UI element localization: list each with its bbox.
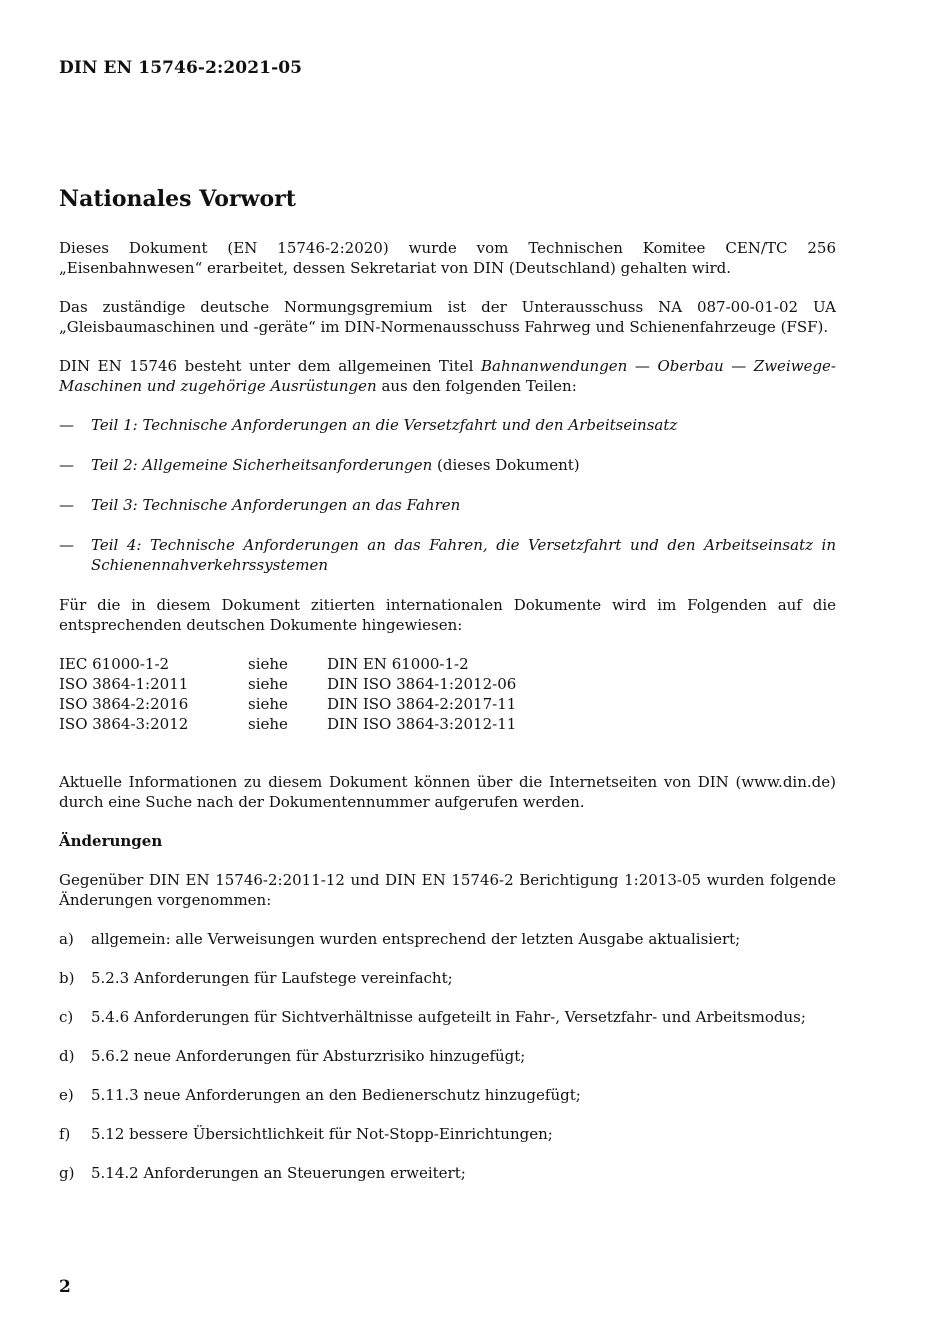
intl-doc: ISO 3864-1:2011: [59, 675, 189, 693]
table-row: [59, 714, 516, 734]
change-text: 5.2.3 Anforderungen für Laufstege vereinfacht;: [91, 969, 453, 987]
paragraph-committee-line-2: „Gleisbaumaschinen und -geräte“ im DIN-Normenausschuss Fahrweg und Schienenfahrzeuge (FSF).: [59, 318, 829, 336]
paragraph-current-info: Aktuelle Informationen zu diesem Dokument können über die Internetseiten von DIN (www.din.de) durch eine Suche nach der Dokumentennummer aufgerufen werden.: [59, 773, 836, 811]
item-marker: d): [59, 1047, 75, 1065]
item-marker: b): [59, 969, 75, 987]
dash-marker: —: [59, 536, 74, 554]
see-label: siehe: [248, 715, 288, 733]
changes-list: [59, 929, 836, 1183]
item-marker: e): [59, 1086, 74, 1104]
paragraph-references-intro: Für die in diesem Dokument zitierten internationalen Dokumente wird im Folgenden auf die entsprechenden deutschen Dokumente hingewiesen:: [59, 596, 836, 634]
dash-marker: —: [59, 456, 74, 474]
intl-doc: ISO 3864-3:2012: [59, 715, 189, 733]
change-text: 5.12 bessere Übersichtlichkeit für Not-Stopp-Einrichtungen;: [91, 1125, 553, 1143]
changes-intro-line-1: Gegenüber DIN EN 15746-2:2011-12 und DIN EN 15746-2 Berichtigung 1:2013-05 wurden folgende: [59, 871, 836, 889]
list-item: [59, 495, 836, 515]
list-item: [59, 929, 836, 949]
see-label: siehe: [248, 695, 288, 713]
intl-doc: IEC 61000-1-2: [59, 655, 170, 673]
din-doc: DIN ISO 3864-1:2012-06: [327, 675, 517, 693]
table-row: [59, 674, 516, 694]
change-text: allgemein: alle Verweisungen wurden entsprechend der letzten Ausgabe aktualisiert;: [91, 930, 741, 948]
list-item: [59, 455, 836, 475]
change-text: 5.6.2 neue Anforderungen für Absturzrisiko hinzugefügt;: [91, 1047, 526, 1065]
paragraph-committee: [59, 297, 836, 337]
parts-intro-after: aus den folgenden Teilen:: [376, 377, 577, 395]
dash-marker: —: [59, 496, 74, 514]
part-title: Teil 1: Technische Anforderungen an die Versetzfahrt und den Arbeitseinsatz: [91, 416, 678, 434]
list-item: [59, 415, 836, 435]
item-marker: a): [59, 930, 74, 948]
list-item: [59, 1007, 836, 1027]
change-text: 5.14.2 Anforderungen an Steuerungen erweitert;: [91, 1164, 466, 1182]
reference-table: [59, 654, 516, 734]
change-text: 5.4.6 Anforderungen für Sichtverhältnisse aufgeteilt in Fahr-, Versetzfahr- und Arbeitsmodus;: [91, 1008, 806, 1026]
item-marker: f): [59, 1125, 71, 1143]
section-title: Nationales Vorwort: [59, 186, 296, 212]
list-item: [59, 968, 836, 988]
document-header: DIN EN 15746-2:2021-05: [59, 58, 303, 78]
parts-intro-title: Bahnanwendungen — Oberbau — Zweiwege-Maschinen und zugehörige Ausrüstungen: [59, 357, 836, 395]
din-doc: DIN ISO 3864-2:2017-11: [327, 695, 517, 713]
change-text: 5.11.3 neue Anforderungen an den Bedienerschutz hinzugefügt;: [91, 1086, 581, 1104]
intl-doc: ISO 3864-2:2016: [59, 695, 189, 713]
item-marker: c): [59, 1008, 74, 1026]
see-label: siehe: [248, 655, 288, 673]
part-title: Teil 2: Allgemeine Sicherheitsanforderungen: [91, 456, 433, 474]
parts-intro-before: DIN EN 15746 besteht unter dem allgemeinen Titel: [59, 357, 481, 375]
list-item: [59, 1163, 836, 1183]
document-body: [59, 238, 836, 1202]
table-row: [59, 654, 516, 674]
part-title: Teil 4: Technische Anforderungen an das Fahren, die Versetzfahrt und den Arbeitseinsatz in Schienennahverkehrssystemen: [91, 536, 836, 574]
din-doc: DIN ISO 3864-3:2012-11: [327, 715, 517, 733]
list-item: [59, 1085, 836, 1105]
changes-intro-line-2: Änderungen vorgenommen:: [59, 891, 272, 909]
din-doc: DIN EN 61000-1-2: [327, 655, 469, 673]
paragraph-parts-intro: [59, 356, 836, 396]
part-suffix: (dieses Dokument): [432, 456, 580, 474]
paragraph-changes-intro: [59, 870, 836, 910]
paragraph-committee-line-1: Das zuständige deutsche Normungsgremium ist der Unterausschuss NA 087-00-01-02 UA: [59, 298, 836, 316]
list-item: [59, 535, 836, 575]
item-marker: g): [59, 1164, 75, 1182]
table-row: [59, 694, 516, 714]
dash-marker: —: [59, 416, 74, 434]
page-number: 2: [59, 1277, 71, 1297]
list-item: [59, 1124, 836, 1144]
paragraph-secretariat: Dieses Dokument (EN 15746-2:2020) wurde vom Technischen Komitee CEN/TC 256 „Eisenbahnwesen“ erarbeitet, dessen Sekretariat von DIN (Deutschland) gehalten wird.: [59, 239, 836, 277]
see-label: siehe: [248, 675, 288, 693]
changes-heading: Änderungen: [59, 832, 163, 850]
part-title: Teil 3: Technische Anforderungen an das Fahren: [91, 496, 461, 514]
parts-list: [59, 415, 836, 575]
list-item: [59, 1046, 836, 1066]
